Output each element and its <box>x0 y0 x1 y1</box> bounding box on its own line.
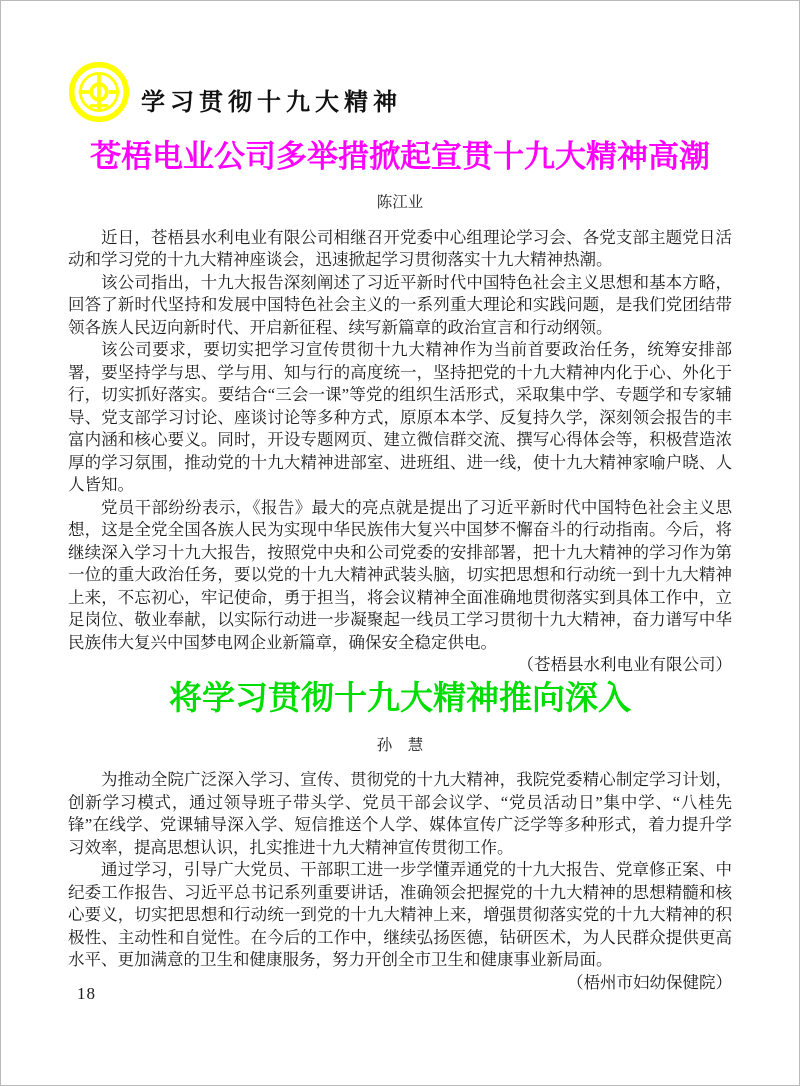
paragraph: 近日，苍梧县水利电业有限公司相继召开党委中心组理论学习会、各党支部主题党日活动和学习党的十九大精神座谈会，迅速掀起学习贯彻落实十九大精神热潮。 <box>68 227 732 270</box>
header-slogan: 学习贯彻十九大精神 <box>141 89 402 116</box>
paragraph <box>68 497 732 675</box>
paragraph-text: 党员干部纷纷表示，《报告》最大的亮点就是提出了习近平新时代中国特色社会主义思想，这是全党全国各族人民为实现中华民族伟大复兴中国梦不懈奋斗的行动指南。今后，将继续深入学习十九大报告，按照党中央和公司党委的安排部署，把十九大精神的学习作为第一位的重大政治任务，要以党的十九大精神武装头脑，切实把思想和行动统一到十九大精神上来，不忘初心，牢记使命，勇于担当，将会议精神全面准确地贯彻落实到具体工作中，立足岗位、敬业奉献，以实际行动进一步凝聚起一线员工学习贯彻十九大精神，奋力谱写中华民族伟大复兴中国梦电网企业新篇章，确保安全稳定供电。 <box>68 497 732 652</box>
article-1-title: 苍梧电业公司多举措掀起宣贯十九大精神高潮 <box>90 139 710 174</box>
article-2-author: 孙 慧 <box>376 737 424 755</box>
paragraph: 该公司指出，十九大报告深刻阐述了习近平新时代中国特色社会主义思想和基本方略，回答了新时代坚持和发展中国特色社会主义的一系列重大理论和实践问题，是我们党团结带领各族人民迈向新时代、开启新征程、续写新篇章的政治宣言和行动纲领。 <box>68 272 732 337</box>
article-2-title: 将学习贯彻十九大精神推向深入 <box>169 681 631 718</box>
article-1-author: 陈江业 <box>376 194 424 212</box>
trade-union-emblem-icon <box>68 61 130 123</box>
page-number: 18 <box>77 984 96 1003</box>
article-2 <box>68 678 732 992</box>
paragraph-text: 通过学习，引导广大党员、干部职工进一步学懂弄通党的十九大报告、党章修正案、中纪委工作报告、习近平总书记系列重要讲话，准确领会把握党的十九大精神的思想精髓和核心要义，切实把思想和行动统一到党的十九大精神上来，增强贯彻落实党的十九大精神的积极性、主动性和自觉性。在今后的工作中，继续弘扬医德，钻研医术，为人民群众提供更高水平、更加满意的卫生和健康服务，努力开创全市卫生和健康事业新局面。 <box>68 860 732 970</box>
article-1-attribution: （苍梧县水利电业有限公司） <box>517 655 732 675</box>
article-2-body <box>68 769 732 992</box>
paragraph: 为推动全院广泛深入学习、宣传、贯彻党的十九大精神，我院党委精心制定学习计划，创新学习模式，通过领导班子带头学、党员干部会议学、“党员活动日”集中学、“八桂先锋”在线学、党课辅导深入学、短信推送个人学、媒体宣传广泛学等多种形式，着力提升学习效率，提高思想认识，扎实推进十九大精神宣传贯彻工作。 <box>68 770 732 857</box>
page-header <box>68 61 732 123</box>
page-content <box>1 1 799 992</box>
paragraph: 该公司要求，要切实把学习宣传贯彻十九大精神作为当前首要政治任务，统筹安排部署，要坚持学与思、学与用、知与行的高度统一，坚持把党的十九大精神内化于心、外化于行，切实抓好落实。要结合“三会一课”等党的组织生活形式，采取集中学、专题学和专家辅导、党支部学习讨论、座谈讨论等多种方式，原原本本学、反复持久学，深刻领会报告的丰富内涵和核心要义。同时，开设专题网页、建立微信群交流、撰写心得体会等，积极营造浓厚的学习氛围，推动党的十九大精神进部室、进班组、进一线，使十九大精神家喻户晓、人人皆知。 <box>68 340 732 495</box>
article-1-body <box>68 227 732 675</box>
article-2-attribution: （梧州市妇幼保健院） <box>567 972 732 992</box>
paragraph <box>68 859 732 992</box>
article-1 <box>68 137 732 675</box>
